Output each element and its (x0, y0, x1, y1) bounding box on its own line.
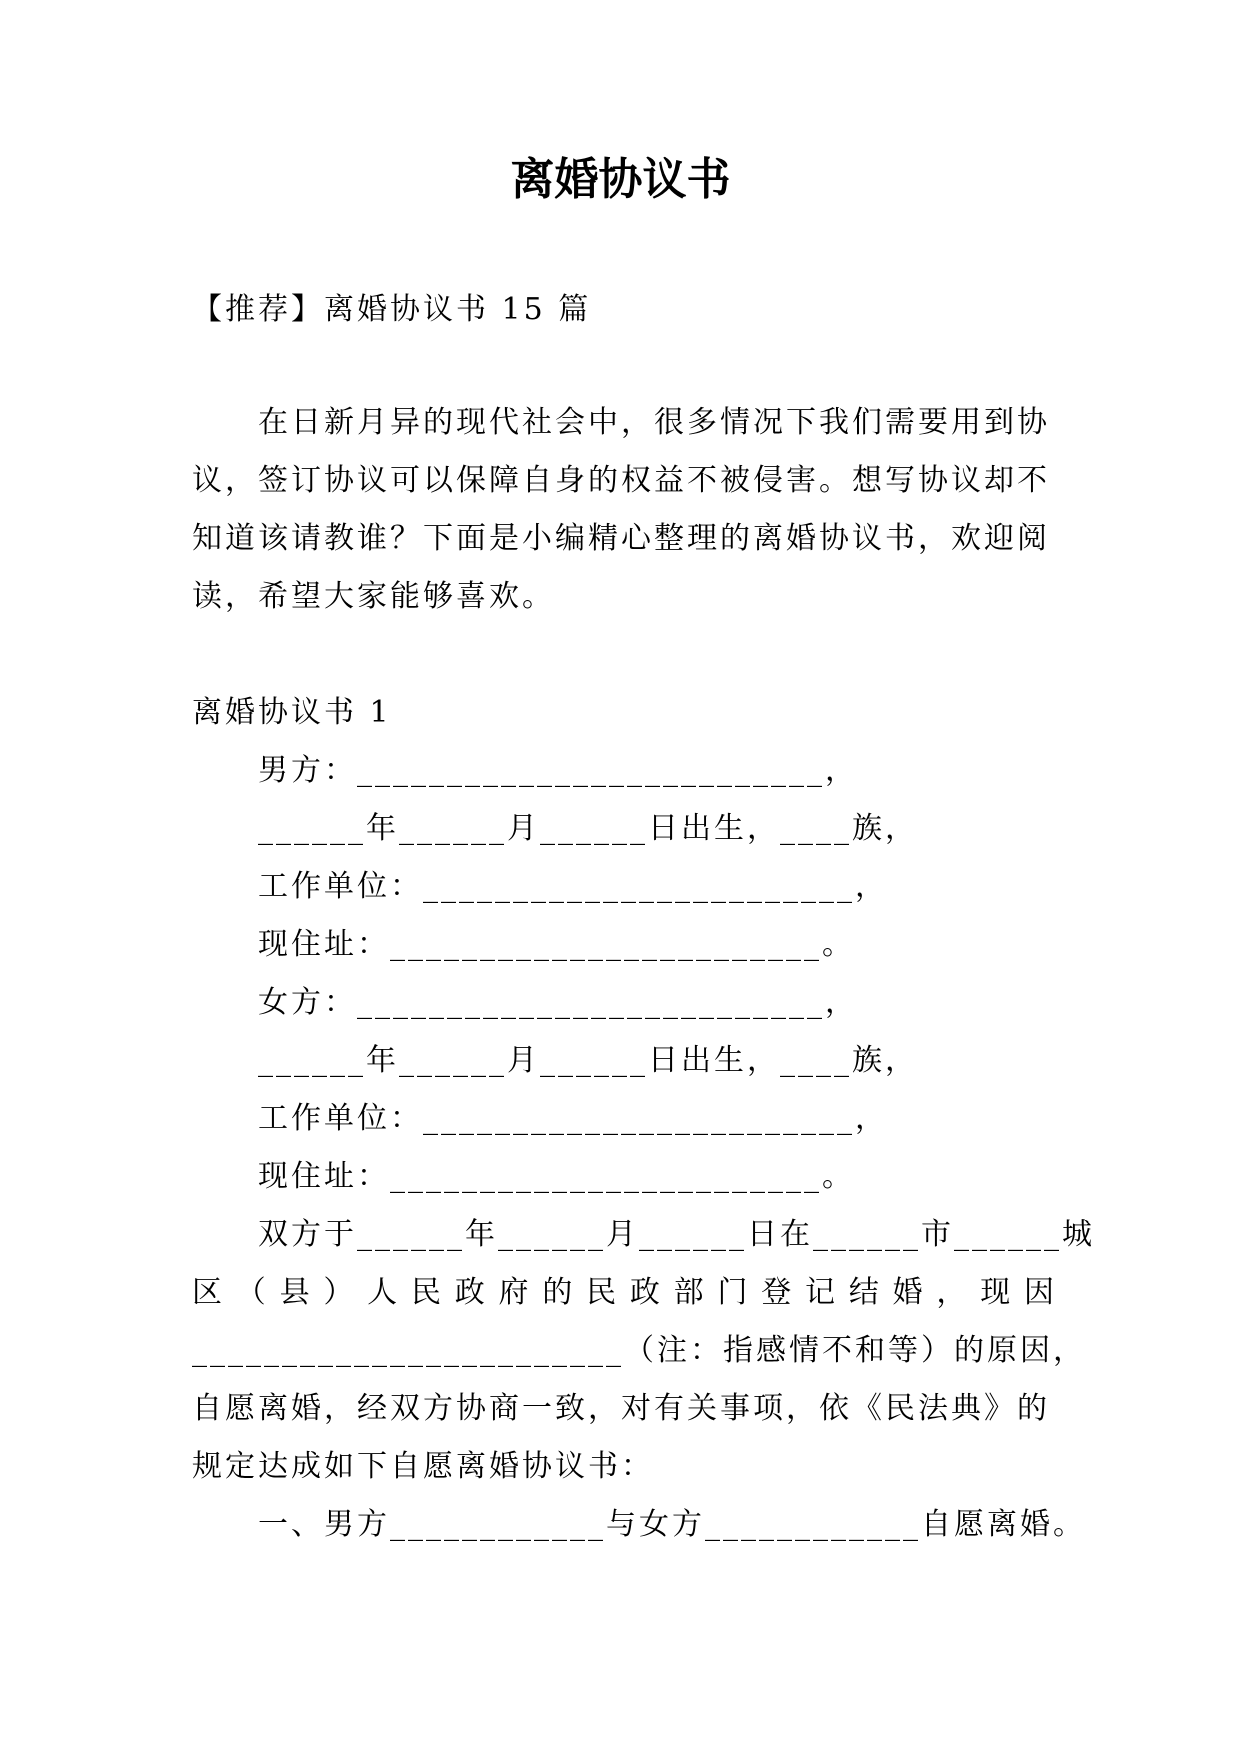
body-line-4: 自愿离婚，经双方协商一致，对有关事项，依《民法典》的 (192, 1391, 1050, 1426)
form-line-wife-address: 现住址：________________________。 (258, 1159, 855, 1194)
form-line-wife-name: 女方：__________________________， (258, 985, 858, 1020)
form-line-husband-address: 现住址：________________________。 (258, 927, 855, 962)
body-line-3: ________________________（注：指感情不和等）的原因， (192, 1333, 1086, 1368)
form-line-wife-work: 工作单位：________________________， (258, 1101, 888, 1136)
intro-line-1: 在日新月异的现代社会中，很多情况下我们需要用到协 (258, 405, 1050, 440)
intro-line-4: 读，希望大家能够喜欢。 (192, 579, 555, 614)
form-line-husband-name: 男方：__________________________， (258, 753, 858, 788)
document-title: 离婚协议书 (510, 154, 731, 205)
intro-line-2: 议，签订协议可以保障自身的权益不被侵害。想写协议却不 (192, 463, 1050, 498)
body-line-5: 规定达成如下自愿离婚协议书： (192, 1449, 654, 1484)
subtitle: 【推荐】离婚协议书 15 篇 (192, 292, 592, 327)
form-line-wife-birth: ______年______月______日出生，____族， (258, 1043, 918, 1078)
clause-1: 一、男方____________与女方____________自愿离婚。 (258, 1507, 1086, 1542)
form-line-husband-birth: ______年______月______日出生，____族， (258, 811, 918, 846)
form-line-husband-work: 工作单位：________________________， (258, 869, 888, 904)
body-line-1: 双方于______年______月______日在______市______城 (258, 1217, 1095, 1252)
intro-line-3: 知道该请教谁？下面是小编精心整理的离婚协议书，欢迎阅 (192, 521, 1050, 556)
section-title: 离婚协议书 1 (192, 695, 392, 730)
body-line-2: 区（县）人民政府的民政部门登记结婚，现因 (192, 1275, 1057, 1310)
